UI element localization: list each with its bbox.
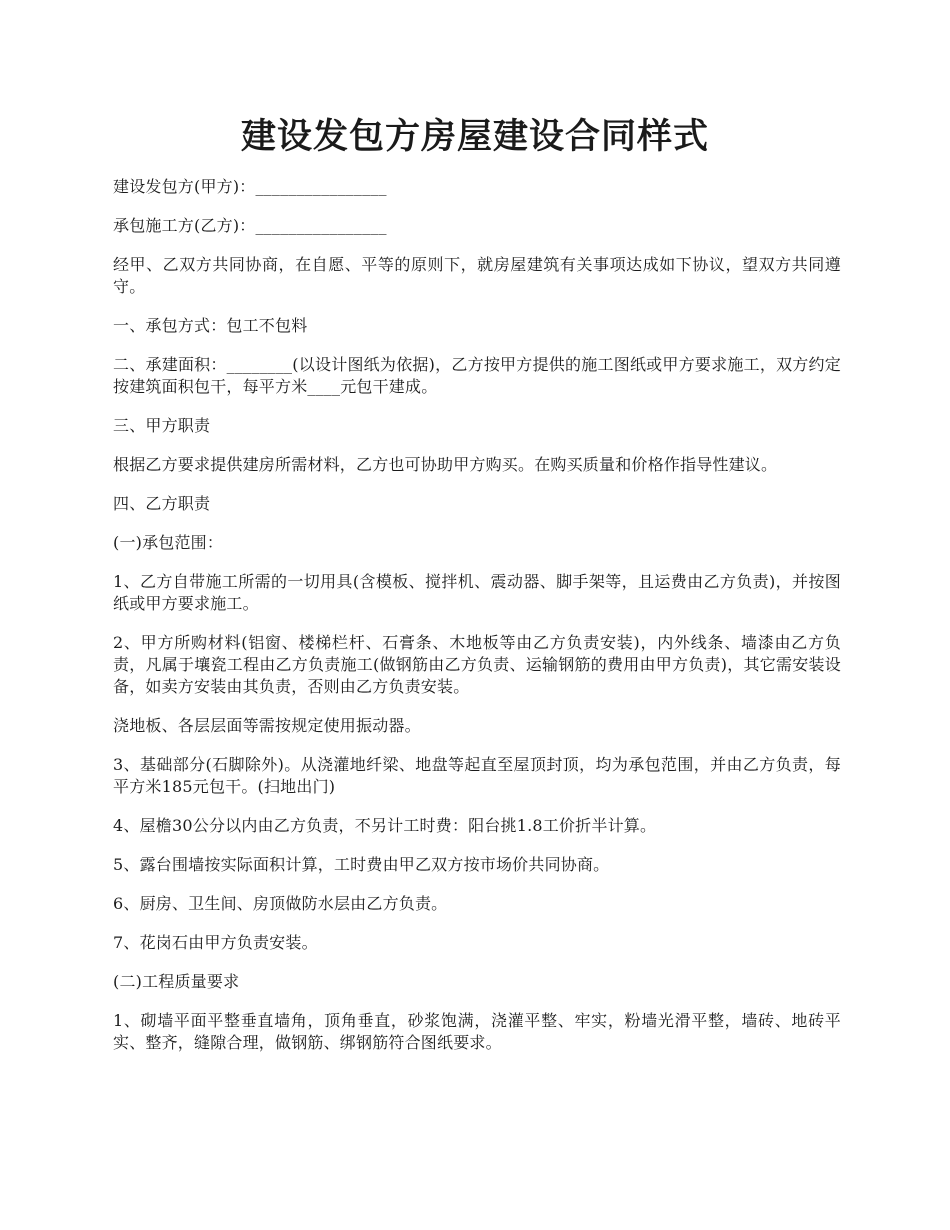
clause-item: 6、厨房、卫生间、房顶做防水层由乙方负责。 — [113, 894, 448, 913]
body-paragraph: 浇地板、各层层面等需按规定使用振动器。 — [113, 716, 421, 735]
clause-item: 1、乙方自带施工所需的一切用具(含模板、搅拌机、震动器、脚手架等，且运费由乙方负责)，并按图纸或甲方要求施工。 — [113, 572, 841, 613]
document-body — [113, 176, 841, 1071]
clause-item: 7、花岗石由甲方负责安装。 — [113, 933, 318, 952]
body-paragraph: 根据乙方要求提供建房所需材料，乙方也可协助甲方购买。在购买质量和价格作指导性建议。 — [113, 455, 778, 474]
section-heading: 一、承包方式：包工不包料 — [113, 316, 308, 335]
subsection-heading: (一)承包范围： — [113, 533, 224, 552]
preamble-paragraph: 经甲、乙双方共同协商，在自愿、平等的原则下，就房屋建筑有关事项达成如下协议，望双方共同遵守。 — [113, 255, 841, 296]
subsection-heading: (二)工程质量要求 — [113, 972, 240, 991]
party-a-line: 建设发包方(甲方)：________________ — [113, 177, 387, 196]
party-b-line: 承包施工方(乙方)：________________ — [113, 216, 387, 235]
section-heading: 四、乙方职责 — [113, 494, 211, 513]
clause-item: 1、砌墙平面平整垂直墙角，顶角垂直，砂浆饱满，浇灌平整、牢实，粉墙光滑平整，墙砖、地砖平实、整齐，缝隙合理，做钢筋、绑钢筋符合图纸要求。 — [113, 1011, 841, 1052]
clause-item: 3、基础部分(石脚除外)。从浇灌地纤梁、地盘等起直至屋顶封顶，均为承包范围，并由乙方负责，每平方米185元包干。(扫地出门) — [113, 755, 841, 796]
clause-item: 4、屋檐30公分以内由乙方负责，不另计工时费：阳台挑1.8工价折半计算。 — [113, 816, 657, 835]
clause-item: 2、甲方所购材料(铝窗、楼梯栏杆、石膏条、木地板等由乙方负责安装)，内外线条、墙漆由乙方负责，凡属于壤瓷工程由乙方负责施工(做钢筋由乙方负责、运输钢筋的费用由甲方负责)，其它需安装设备，如卖方安装由其负责，否则由乙方负责安装。 — [113, 633, 841, 696]
section-heading: 三、甲方职责 — [113, 416, 211, 435]
body-paragraph: 二、承建面积：________(以设计图纸为依据)，乙方按甲方提供的施工图纸或甲方要求施工，双方约定按建筑面积包干，每平方米____元包干建成。 — [113, 355, 841, 396]
document-title: 建设发包方房屋建设合同样式 — [240, 116, 709, 157]
clause-item: 5、露台围墙按实际面积计算，工时费由甲乙双方按市场价共同协商。 — [113, 855, 610, 874]
